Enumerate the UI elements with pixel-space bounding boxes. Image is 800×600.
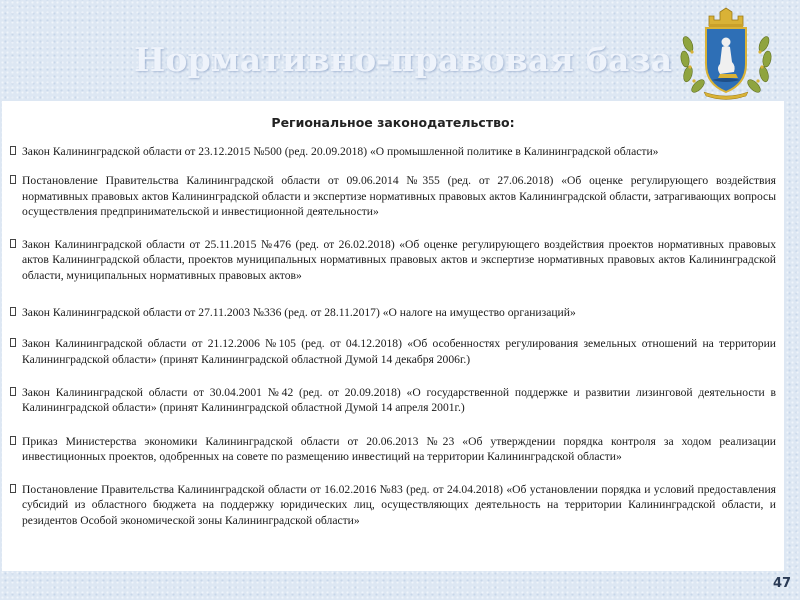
list-item [10,385,776,416]
slide-title: Нормативно-правовая база [134,40,673,79]
list-item [10,434,776,465]
checkbox-bullet-icon [10,239,16,248]
content-panel [2,101,784,571]
checkbox-bullet-icon [10,146,16,155]
checkbox-bullet-icon [10,436,16,445]
legislation-list [10,144,776,528]
list-item-text: Закон Калининградской области от 30.04.2001 №42 (ред. от 20.09.2018) «О государственной поддержке и развитии лизинговой деятельности в Калининградской области» (принят Калининградской областной Думой 14 апреля 2001г.) [22,385,776,415]
list-item-text: Закон Калининградской области от 27.11.2003 №336 (ред. от 28.11.2017) «О налоге на имущество организаций» [22,306,576,320]
checkbox-bullet-icon [10,175,16,184]
checkbox-bullet-icon [10,307,16,316]
list-item [10,482,776,528]
list-item-text: Постановление Правительства Калининградской области от 09.06.2014 №355 (ред. от 27.06.2018) «Об оценке регулирующего воздействия нормативных правовых актов Калининградской области и экспертизе нормативных правовых актов Калининградской области, затрагивающих вопросы осуществления предпринимательской и инвестиционной деятельности» [22,174,776,218]
list-item [10,144,776,159]
list-item [10,237,776,283]
list-item-text: Закон Калининградской области от 23.12.2015 №500 (ред. 20.09.2018) «О промышленной политике в Калининградской области» [22,145,659,158]
section-heading: Региональное законодательство: [271,115,515,130]
checkbox-bullet-icon [10,338,16,347]
coat-of-arms-icon [676,4,776,102]
list-item [10,336,776,367]
checkbox-bullet-icon [10,387,16,396]
list-item [10,173,776,219]
checkbox-bullet-icon [10,484,16,493]
list-item [10,305,776,320]
page-number: 47 [773,576,792,591]
list-item-text: Приказ Министерства экономики Калининградской области от 20.06.2013 №23 «Об утверждении порядка контроля за ходом реализации инвестиционных проектов, одобренных на совете по размещению инвестиций на территории Калининградской области» [22,434,776,463]
list-item-text: Постановление Правительства Калининградской области от 16.02.2016 №83 (ред. от 24.04.2018) «Об установлении порядка и условий предоставления субсидий из областного бюджета на поддержку юридических лиц, осуществляющих деятельность на территории Калининградской области, и резидентов Особой экономической зоны Калининградской области» [22,483,776,527]
list-item-text: Закон Калининградской области от 25.11.2015 №476 (ред. от 26.02.2018) «Об оценке регулирующего воздействия проектов нормативных правовых актов Калининградской области, проектов муниципальных нормативных правовых актов и экспертизе нормативных правовых актов Калининградской области, муниципальных нормативных правовых актов» [22,238,776,282]
list-item-text: Закон Калининградской области от 21.12.2006 №105 (ред. от 04.12.2018) «Об особенностях регулирования земельных отношений на территории Калининградской области» (принят Калининградской областной Думой 14 декабря 2006г.) [22,337,776,366]
